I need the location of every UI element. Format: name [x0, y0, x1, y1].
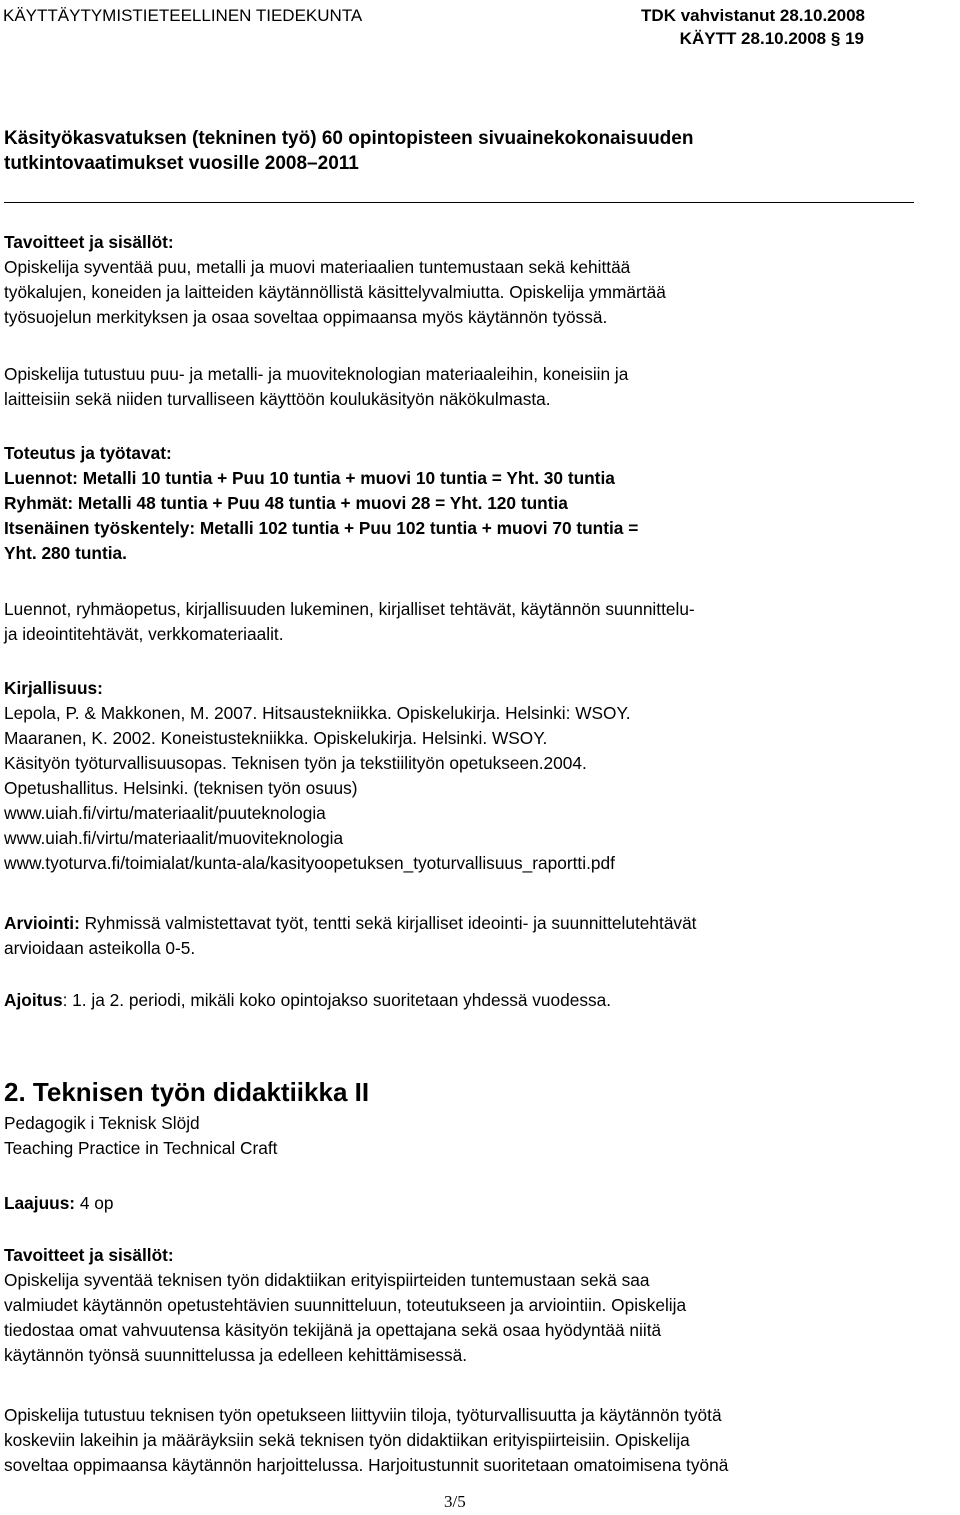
- methods-line: Luennot, ryhmäopetus, kirjallisuuden lukeminen, kirjalliset tehtävät, käytännön suunnittelu-: [4, 599, 695, 619]
- goals-line: Opiskelija tutustuu teknisen työn opetukseen liittyviin tiloja, työturvallisuutta ja käytännön työtä: [4, 1405, 722, 1425]
- goals-line: laitteisiin sekä niiden turvalliseen käyttöön koulukäsityön näkökulmasta.: [4, 389, 551, 409]
- section-reference: [680, 29, 864, 49]
- goals-heading: Tavoitteet ja sisällöt:: [4, 1245, 174, 1265]
- goals-line: valmiudet käytännön opetustehtävien suunnitteluun, toteutukseen ja arviointiin. Opiskelija: [4, 1295, 687, 1315]
- implementation-line: Luennot: Metalli 10 tuntia + Puu 10 tuntia + muovi 10 tuntia = Yht. 30 tuntia: [4, 468, 615, 488]
- timing-text: : 1. ja 2. periodi, mikäli koko opintojakso suoritetaan yhdessä vuodessa.: [62, 990, 612, 1010]
- course1-goals: [4, 230, 666, 330]
- literature-item: Maaranen, K. 2002. Koneistustekniikka. Opiskelukirja. Helsinki. WSOY.: [4, 728, 548, 748]
- course2-names: [4, 1111, 277, 1161]
- literature-heading: Kirjallisuus:: [4, 678, 103, 698]
- course2-goals-2: [4, 1403, 728, 1478]
- faculty-header: KÄYTTÄYTYMISTIETEELLINEN TIEDEKUNTA: [3, 6, 363, 25]
- goals-line: Opiskelija syventää puu, metalli ja muovi materiaalien tuntemustaan sekä kehittää: [4, 257, 631, 277]
- goals-line: työsuojelun merkityksen ja osaa soveltaa oppimaansa myös käytännön työssä.: [4, 307, 608, 327]
- title-line: Käsityökasvatuksen (tekninen työ) 60 opintopisteen sivuainekokonaisuuden: [4, 128, 694, 149]
- course1-methods: [4, 597, 695, 647]
- goals-line: Opiskelija syventää teknisen työn didaktiikan erityispiirteiden tuntemustaan sekä saa: [4, 1270, 650, 1290]
- title-divider: [4, 202, 914, 203]
- course1-goals-2: [4, 362, 628, 412]
- literature-link[interactable]: www.uiah.fi/virtu/materiaalit/puuteknologia: [4, 803, 326, 823]
- kaytt-date: KÄYTT 28.10.2008: [679, 29, 827, 48]
- document-title: [4, 126, 693, 176]
- swedish-name: Pedagogik i Teknisk Slöjd: [4, 1113, 200, 1133]
- literature-link[interactable]: www.uiah.fi/virtu/materiaalit/muoviteknologia: [4, 828, 344, 848]
- goals-line: koskeviin lakeihin ja määräyksiin sekä teknisen työn didaktiikan erityispiirteisiin. Opiskelija: [4, 1430, 690, 1450]
- section-number: 19: [845, 29, 864, 48]
- literature-link[interactable]: www.tyoturva.fi/toimialat/kunta-ala/kasityoopetuksen_tyoturvallisuus_raportti.pdf: [4, 853, 615, 873]
- implementation-line: Ryhmät: Metalli 48 tuntia + Puu 48 tuntia + muovi 28 = Yht. 120 tuntia: [4, 493, 568, 513]
- goals-heading: Tavoitteet ja sisällöt:: [4, 232, 174, 252]
- methods-line: ja ideointitehtävät, verkkomateriaalit.: [4, 624, 284, 644]
- literature-item: Lepola, P. & Makkonen, M. 2007. Hitsaustekniikka. Opiskelukirja. Helsinki: WSOY.: [4, 703, 631, 723]
- course2-scope: [4, 1191, 114, 1216]
- approval-note: TDK vahvistanut 28.10.2008: [641, 6, 865, 25]
- literature-item: Opetushallitus. Helsinki. (teknisen työn osuus): [4, 778, 358, 798]
- implementation-line: Yht. 280 tuntia.: [4, 543, 127, 563]
- course1-timing: [4, 988, 611, 1013]
- page-number: 3/5: [444, 1492, 466, 1511]
- english-name: Teaching Practice in Technical Craft: [4, 1138, 278, 1158]
- title-line: tutkintovaatimukset vuosille 2008–2011: [4, 153, 359, 174]
- timing-label: Ajoitus: [4, 990, 63, 1010]
- course2-heading: 2. Teknisen työn didaktiikka II: [4, 1077, 370, 1107]
- course1-implementation: [4, 441, 638, 566]
- literature-item: Käsityön työturvallisuusopas. Teknisen työn ja tekstiilityön opetukseen.2004.: [4, 753, 587, 773]
- implementation-heading: Toteutus ja työtavat:: [4, 443, 172, 463]
- scope-value: 4 op: [75, 1193, 114, 1213]
- goals-line: soveltaa oppimaansa käytännön harjoittelussa. Harjoitustunnit suoritetaan omatoimisena työnä: [4, 1455, 729, 1475]
- goals-line: työkalujen, koneiden ja laitteiden käytännöllistä käsittelyvalmiutta. Opiskelija ymmärtää: [4, 282, 666, 302]
- scope-label: Laajuus:: [4, 1193, 76, 1213]
- goals-line: käytännön työnsä suunnittelussa ja edelleen kehittämisessä.: [4, 1345, 468, 1365]
- goals-line: tiedostaa omat vahvuutensa käsityön tekijänä ja opettajana sekä osaa hyödyntää niitä: [4, 1320, 662, 1340]
- goals-line: Opiskelija tutustuu puu- ja metalli- ja muoviteknologian materiaaleihin, koneisiin ja: [4, 364, 629, 384]
- assessment-text: arvioidaan asteikolla 0-5.: [4, 938, 196, 958]
- assessment-text: Ryhmissä valmistettavat työt, tentti sekä kirjalliset ideointi- ja suunnittelutehtävät: [79, 913, 697, 933]
- course1-literature: [4, 676, 631, 876]
- course1-assessment: [4, 911, 696, 961]
- course2-goals: [4, 1243, 686, 1368]
- implementation-line: Itsenäinen työskentely: Metalli 102 tuntia + Puu 102 tuntia + muovi 70 tuntia =: [4, 518, 639, 538]
- section-sign: §: [830, 29, 841, 48]
- assessment-label: Arviointi:: [4, 913, 80, 933]
